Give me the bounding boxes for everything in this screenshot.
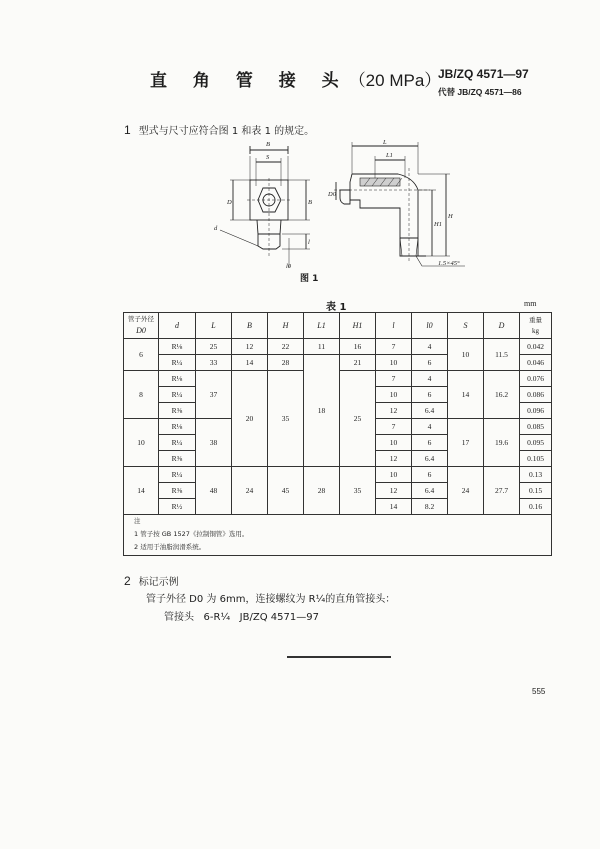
cell-weight: 0.096 — [520, 403, 552, 419]
cell-weight: 0.076 — [520, 371, 552, 387]
cell-l: 10 — [376, 435, 412, 451]
section-2-heading — [124, 573, 179, 588]
cell-L: 33 — [196, 355, 232, 371]
title-pressure: （20 MPa） — [348, 71, 442, 90]
cell-weight: 0.13 — [520, 467, 552, 483]
cell-d: R⅜ — [159, 483, 196, 499]
note-item-1: 1 管子按 GB 1527《拉制铜管》选用。 — [134, 530, 249, 538]
svg-text:L1: L1 — [386, 152, 393, 159]
cell-l0: 6 — [412, 355, 448, 371]
cell-d0: 6 — [124, 339, 159, 371]
section-1-text: 型式与尺寸应符合图 1 和表 1 的规定。 — [138, 126, 315, 137]
cell-d: R⅛ — [159, 339, 196, 355]
cell-H1: 21 — [340, 355, 376, 371]
header-d: d — [159, 313, 196, 339]
cell-B: 12 — [232, 339, 268, 355]
cell-weight: 0.042 — [520, 339, 552, 355]
section-2-number: 2 — [124, 574, 131, 588]
section-1 — [124, 122, 314, 137]
cell-L: 37 — [196, 371, 232, 419]
cell-weight: 0.095 — [520, 435, 552, 451]
header-H: H — [268, 313, 304, 339]
cell-l0: 6.4 — [412, 451, 448, 467]
header-D: D — [484, 313, 520, 339]
cell-S: 10 — [448, 339, 484, 371]
note-item-2: 2 适用于油脂润滑系统。 — [134, 543, 206, 551]
cell-l: 10 — [376, 387, 412, 403]
table-unit: mm — [524, 299, 537, 308]
svg-text:1.5×45°: 1.5×45° — [438, 260, 460, 267]
header-weight: 重量 kg — [520, 313, 552, 339]
figure-1-drawing — [200, 138, 480, 273]
cell-d: R⅛ — [159, 419, 196, 435]
cell-S: 24 — [448, 467, 484, 515]
table-row — [124, 339, 552, 355]
cell-H1: 16 — [340, 339, 376, 355]
header-L1: L1 — [304, 313, 340, 339]
section-1-number: 1 — [124, 123, 131, 137]
cell-weight: 0.046 — [520, 355, 552, 371]
header-S: S — [448, 313, 484, 339]
svg-text:L: L — [383, 139, 387, 146]
spec-table — [123, 312, 552, 556]
replaces-standard: 代替 JB/ZQ 4571—86 — [438, 87, 522, 97]
cell-l0: 8.2 — [412, 499, 448, 515]
cell-d: R¼ — [159, 355, 196, 371]
cell-d: R¼ — [159, 435, 196, 451]
svg-text:S: S — [266, 154, 270, 161]
svg-text:D0: D0 — [328, 191, 336, 198]
cell-d: R¼ — [159, 467, 196, 483]
cell-l0: 6 — [412, 435, 448, 451]
cell-d: R¼ — [159, 387, 196, 403]
cell-d0: 10 — [124, 419, 159, 467]
cell-l: 10 — [376, 355, 412, 371]
svg-text:B: B — [266, 141, 270, 148]
table-notes-row — [124, 515, 552, 556]
marking-example-line-2: 管接头 6-R¼ JB/ZQ 4571—97 — [164, 612, 319, 623]
cell-H1-merged: 25 — [340, 371, 376, 467]
cell-H: 45 — [268, 467, 304, 515]
header-l: l — [376, 313, 412, 339]
cell-L: 48 — [196, 467, 232, 515]
marking-example-line-1: 管子外径 D0 为 6mm，连接螺纹为 R¼的直角管接头： — [146, 594, 396, 605]
cell-d0: 14 — [124, 467, 159, 515]
cell-S: 14 — [448, 371, 484, 419]
cell-l: 12 — [376, 483, 412, 499]
cell-B: 24 — [232, 467, 268, 515]
cell-l: 10 — [376, 467, 412, 483]
table-notes — [124, 515, 552, 556]
cell-l0: 4 — [412, 371, 448, 387]
cell-l: 7 — [376, 339, 412, 355]
cell-l0: 6 — [412, 387, 448, 403]
cell-l: 12 — [376, 403, 412, 419]
page-title: 直 角 管 接 头（20 MPa） — [150, 71, 442, 91]
cell-d: R⅜ — [159, 451, 196, 467]
cell-l: 7 — [376, 371, 412, 387]
cell-D: 16.2 — [484, 371, 520, 419]
cell-B-merged: 20 — [232, 371, 268, 467]
cell-L: 38 — [196, 419, 232, 467]
header-B: B — [232, 313, 268, 339]
cell-L: 25 — [196, 339, 232, 355]
header-L: L — [196, 313, 232, 339]
svg-text:H: H — [448, 213, 453, 220]
header-l0: l0 — [412, 313, 448, 339]
standard-code: JB/ZQ 4571—97 — [438, 67, 529, 81]
cell-l: 14 — [376, 499, 412, 515]
cell-weight: 0.086 — [520, 387, 552, 403]
figure-caption: 图 1 — [300, 274, 319, 284]
cell-S: 17 — [448, 419, 484, 467]
cell-D: 27.7 — [484, 467, 520, 515]
cell-L1-merged: 18 — [304, 355, 340, 467]
cell-H1: 35 — [340, 467, 376, 515]
cell-l0: 6.4 — [412, 403, 448, 419]
svg-text:D: D — [227, 199, 232, 206]
cell-d: R½ — [159, 499, 196, 515]
cell-d: R⅛ — [159, 371, 196, 387]
cell-B: 14 — [232, 355, 268, 371]
cell-D: 19.6 — [484, 419, 520, 467]
table-header-row — [124, 313, 552, 339]
cell-l: 7 — [376, 419, 412, 435]
cell-d0: 8 — [124, 371, 159, 419]
svg-text:l0: l0 — [286, 263, 292, 270]
cell-H: 22 — [268, 339, 304, 355]
svg-text:H1: H1 — [434, 221, 442, 228]
cell-l0: 6 — [412, 467, 448, 483]
cell-D: 11.5 — [484, 339, 520, 371]
cell-L1: 11 — [304, 339, 340, 355]
end-rule — [287, 656, 391, 658]
cell-H: 28 — [268, 355, 304, 371]
table-row — [124, 467, 552, 483]
svg-text:d: d — [214, 225, 218, 232]
cell-L1: 28 — [304, 467, 340, 515]
cell-l: 12 — [376, 451, 412, 467]
table-caption: 表 1 — [326, 302, 347, 313]
svg-text:l: l — [308, 239, 310, 246]
svg-text:B: B — [308, 199, 312, 206]
page-number: 555 — [532, 687, 546, 696]
cell-weight: 0.085 — [520, 419, 552, 435]
cell-H-merged: 35 — [268, 371, 304, 467]
cell-weight: 0.105 — [520, 451, 552, 467]
header-d0: 管子外径 D0 — [124, 313, 159, 339]
cell-l0: 4 — [412, 339, 448, 355]
header-H1: H1 — [340, 313, 376, 339]
cell-d: R⅜ — [159, 403, 196, 419]
section-2-title: 标记示例 — [138, 577, 179, 588]
cell-l0: 6.4 — [412, 483, 448, 499]
cell-weight: 0.15 — [520, 483, 552, 499]
cell-weight: 0.16 — [520, 499, 552, 515]
cell-l0: 4 — [412, 419, 448, 435]
notes-label: 注 — [134, 517, 141, 525]
